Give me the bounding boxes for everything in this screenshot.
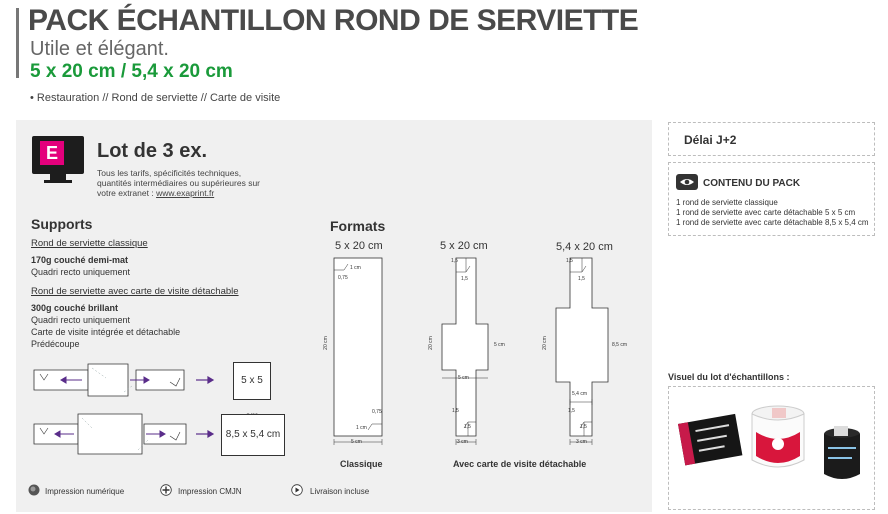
format-label: 5 x 20 cm (335, 240, 383, 252)
support-detail: Quadri recto uniquement (31, 315, 131, 325)
support-paper: 170g couché demi-mat (31, 255, 129, 265)
supports-heading: Supports (31, 216, 93, 232)
page-title: PACK ÉCHANTILLON ROND DE SERVIETTE (28, 4, 639, 37)
pack-content-item: 1 rond de serviette avec carte détachable 5 x 5 cm (676, 208, 856, 217)
legend-label: Impression CMJN (178, 487, 242, 496)
dim-annotation: 0,75 (338, 275, 348, 281)
eye-icon (676, 174, 698, 190)
lot-desc-line: Tous les tarifs, spécificités techniques, (97, 168, 242, 178)
format-card-85x54-drawing (540, 254, 640, 450)
product-dimensions: 5 x 20 cm / 5,4 x 20 cm (30, 61, 233, 82)
dim-annotation: 0,75 (372, 409, 382, 415)
dim-annotation: 20 cm (322, 336, 329, 350)
category-breadcrumb: • Restauration // Rond de serviette // Carte de visite (30, 92, 281, 104)
support-name: Rond de serviette avec carte de visite détachable (31, 286, 239, 297)
dim-annotation: 1,5 (568, 408, 575, 414)
dim-annotation: 1,5 (578, 276, 585, 282)
legend-label: Impression numérique (45, 487, 125, 496)
dim-annotation: 5 cm (351, 439, 362, 445)
pack-contents-heading: CONTENU DU PACK (703, 178, 801, 189)
dim-annotation: 1,5 (580, 424, 587, 430)
format-card-5x5-drawing (426, 254, 522, 450)
dim-annotation: 5 cm (458, 375, 469, 381)
pack-content-item: 1 rond de serviette classique (676, 198, 778, 207)
lot-desc-line (97, 188, 297, 198)
samples-visual-label: Visuel du lot d'échantillons : (668, 372, 790, 382)
dim-annotation: 3 cm (576, 439, 587, 445)
result-card-5x5: 5 x 5 (233, 362, 271, 400)
result-arrows (194, 372, 216, 432)
support-detail: Prédécoupe (31, 339, 80, 349)
dim-annotation: 1,5 (452, 408, 459, 414)
card-85x54 (78, 414, 142, 454)
exaprint-logo-icon: E (40, 141, 64, 165)
dim-annotation: 1,5 (451, 258, 458, 264)
lot-description (97, 168, 297, 198)
lot-desc-text: votre extranet : (97, 188, 157, 198)
cmyk-print-icon (160, 484, 172, 496)
monitor-base (44, 180, 72, 183)
support-paper: 300g couché brillant (31, 303, 119, 313)
dim-annotation: 1,5 (566, 258, 573, 264)
format-label: 5,4 x 20 cm (556, 241, 613, 253)
dim-annotation: 1 cm (356, 425, 367, 431)
format-caption: Avec carte de visite détachable (453, 459, 587, 469)
support-detail: Carte de visite intégrée et détachable (31, 327, 181, 337)
support-name: Rond de serviette classique (31, 238, 148, 249)
result-arrow-2 (194, 428, 216, 440)
lot-desc-line: quantités intermédiaires ou supérieures sur (97, 178, 261, 188)
format-caption: Classique (340, 459, 383, 469)
dim-annotation: 1,5 (464, 424, 471, 430)
dim-annotation: 1 cm (350, 265, 361, 271)
dim-annotation: 5,4 cm (572, 391, 588, 397)
dim-annotation: 20 cm (427, 336, 434, 350)
delivery-delay: Délai J+2 (684, 133, 737, 147)
title-accent-bar (16, 8, 19, 78)
dim-annotation: 1,5 (461, 276, 468, 282)
digital-print-icon (28, 484, 40, 496)
page-subtitle: Utile et élégant. (30, 38, 169, 60)
format-label: 5 x 20 cm (440, 240, 488, 252)
dim-annotation: 20 cm (541, 336, 548, 350)
dim-annotation: 8,5 cm (612, 342, 628, 348)
delivery-included-icon (291, 484, 303, 496)
pack-content-item: 1 rond de serviette avec carte détachable 8,5 x 5,4 cm (676, 218, 869, 227)
legend-label: Livraison incluse (310, 487, 370, 496)
card-5x5 (88, 364, 128, 396)
format-classique-drawing (318, 254, 398, 450)
dim-annotation: 5 cm (494, 342, 505, 348)
dim-annotation: 3 cm (457, 439, 468, 445)
extranet-link[interactable]: www.exaprint.fr (156, 188, 215, 198)
samples-photo (672, 398, 872, 502)
detach-diagram (30, 356, 220, 456)
formats-heading: Formats (330, 218, 386, 234)
support-detail: Quadri recto uniquement (31, 267, 131, 277)
result-card-85x54: 8,5 x 5,4 cm (221, 414, 285, 456)
lot-title: Lot de 3 ex. (97, 140, 208, 162)
